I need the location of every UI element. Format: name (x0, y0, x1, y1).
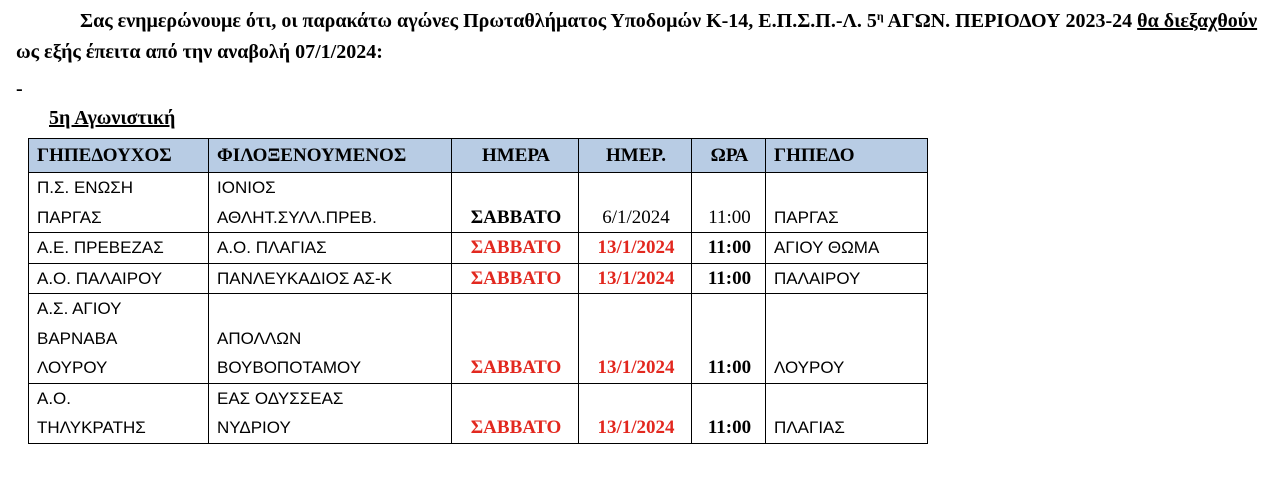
home-team-cell-line: Α.Σ. ΑΓΙΟΥ (37, 299, 122, 318)
date-cell: 13/1/2024 (579, 233, 692, 264)
away-team-cell-line: ΙΟΝΙΟΣ (217, 178, 276, 197)
intro-paragraph (16, 6, 1271, 68)
day-cell: ΣΑΒΒΑΤΟ (452, 294, 579, 384)
home-team-cell-line: ΛΟΥΡΟΥ (37, 358, 108, 377)
dash-marker: - (16, 78, 23, 100)
home-team-cell-line: ΤΗΛΥΚΡΑΤΗΣ (37, 418, 146, 437)
field-cell: ΠΛΑΓΙΑΣ (766, 383, 928, 443)
date-cell: 13/1/2024 (579, 294, 692, 384)
fixtures-body (29, 173, 928, 444)
field-cell: ΠΑΛΑΙΡΟΥ (766, 263, 928, 294)
home-team-cell-line: ΒΑΡΝΑΒΑ (37, 328, 118, 348)
away-team-cell-line: ΝΥΔΡΙΟΥ (217, 418, 291, 437)
away-team-cell (209, 233, 452, 264)
day-cell: ΣΑΒΒΑΤΟ (452, 263, 579, 294)
home-team-cell-line: ΠΑΡΓΑΣ (37, 207, 102, 227)
table-row (29, 233, 928, 264)
home-team-cell (29, 294, 209, 384)
intro-text-underlined: θα διεξαχθούν (1137, 10, 1258, 32)
round-title: 5η Αγωνιστική (49, 107, 176, 129)
away-team-cell (209, 263, 452, 294)
day-cell: ΣΑΒΒΑΤΟ (452, 173, 579, 233)
table-row (29, 173, 928, 233)
away-team-cell-line: ΑΠΟΛΛΩΝ (217, 328, 302, 348)
table-row (29, 294, 928, 384)
table-row (29, 263, 928, 294)
away-team-cell (209, 383, 452, 443)
intro-text-part4: ως εξής έπειτα από την αναβολή 07/1/2024: (16, 41, 383, 63)
field-cell: ΑΓΙΟΥ ΘΩΜΑ (766, 233, 928, 264)
home-team-cell-line: Α.Ο. ΠΑΛΑΙΡΟΥ (37, 268, 163, 288)
intro-text-part1: Σας ενημερώνουμε ότι, οι παρακάτω αγώνες Πρωταθλήματος Υποδομών Κ-14, Ε.Π.Σ.Π.-Λ. 5 (80, 10, 877, 32)
header-home-team: ΓΗΠΕΔΟΥΧΟΣ (29, 139, 209, 173)
away-team-cell (209, 294, 452, 384)
time-cell: 11:00 (692, 263, 766, 294)
away-team-cell-line: ΕΑΣ ΟΔΥΣΣΕΑΣ (217, 388, 344, 408)
field-cell: ΠΑΡΓΑΣ (766, 173, 928, 233)
header-away-team: ΦΙΛΟΞΕΝΟΥΜΕΝΟΣ (209, 139, 452, 173)
date-cell: 6/1/2024 (579, 173, 692, 233)
home-team-cell (29, 383, 209, 443)
home-team-cell-line: Α.Ο. (37, 388, 72, 408)
date-cell: 13/1/2024 (579, 263, 692, 294)
away-team-cell-line: Α.Ο. ΠΛΑΓΙΑΣ (217, 238, 327, 257)
home-team-cell (29, 263, 209, 294)
time-cell: 11:00 (692, 233, 766, 264)
table-header-row (29, 139, 928, 173)
header-day: ΗΜΕΡΑ (452, 139, 579, 173)
header-time: ΩΡΑ (692, 139, 766, 173)
away-team-cell-line: ΠΑΝΛΕΥΚΑΔΙΟΣ ΑΣ-Κ (217, 268, 393, 288)
away-team-cell-line: ΒΟΥΒΟΠΟΤΑΜΟΥ (217, 358, 362, 377)
intro-text-part2: ΑΓΩΝ. ΠΕΡΙΟΔΟΥ 2023-24 (883, 10, 1138, 32)
time-cell: 11:00 (692, 383, 766, 443)
time-cell: 11:00 (692, 173, 766, 233)
table-row (29, 383, 928, 443)
fixtures-table (28, 138, 928, 444)
header-date: ΗΜΕΡ. (579, 139, 692, 173)
time-cell: 11:00 (692, 294, 766, 384)
home-team-cell (29, 233, 209, 264)
away-team-cell-line: ΑΘΛΗΤ.ΣΥΛΛ.ΠΡΕΒ. (217, 207, 377, 227)
home-team-cell-line: Α.Ε. ΠΡΕΒΕΖΑΣ (37, 238, 164, 257)
header-field: ΓΗΠΕΔΟ (766, 139, 928, 173)
home-team-cell-line: Π.Σ. ΕΝΩΣΗ (37, 178, 134, 197)
home-team-cell (29, 173, 209, 233)
intro-superscript: η (876, 9, 884, 23)
date-cell: 13/1/2024 (579, 383, 692, 443)
field-cell: ΛΟΥΡΟΥ (766, 294, 928, 384)
day-cell: ΣΑΒΒΑΤΟ (452, 383, 579, 443)
away-team-cell (209, 173, 452, 233)
day-cell: ΣΑΒΒΑΤΟ (452, 233, 579, 264)
